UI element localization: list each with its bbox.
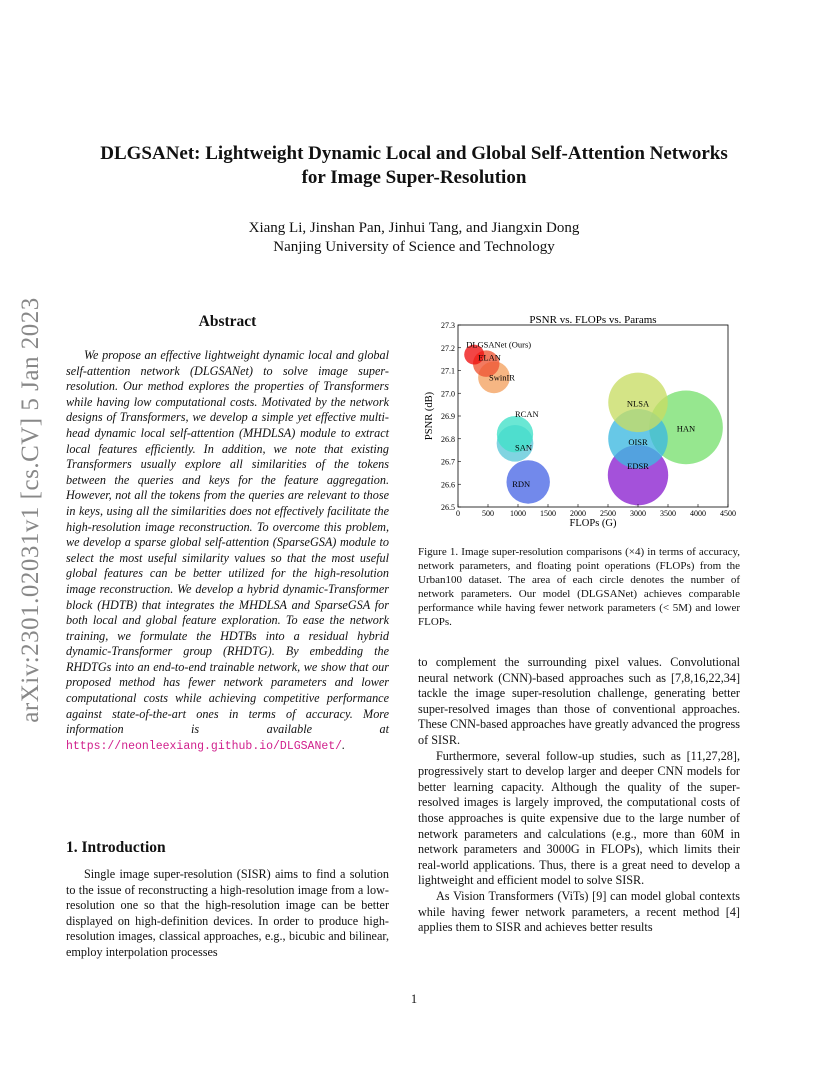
page-number: 1 xyxy=(410,992,418,1006)
x-tick-label: 4500 xyxy=(720,509,736,518)
right-column-body xyxy=(418,655,740,936)
point-label-han: HAN xyxy=(676,423,696,434)
title-line-2: for Image Super-Resolution xyxy=(301,167,527,188)
x-tick-label: 3500 xyxy=(660,509,676,518)
paper-title xyxy=(60,142,768,190)
x-tick-label: 1000 xyxy=(510,509,526,518)
point-label-edsr: EDSR xyxy=(627,461,649,472)
psnr-flops-chart xyxy=(418,310,743,535)
y-axis-label: PSNR (dB) xyxy=(424,391,435,441)
arxiv-stamp xyxy=(15,297,47,723)
paragraph-3: As Vision Transformers (ViTs) [9] can model global contexts while having fewer network parameters, a recent method [4] applies them to SISR and achieves better results xyxy=(418,888,740,935)
point-label-elan: ELAN xyxy=(478,352,501,363)
y-tick-label: 26.5 xyxy=(441,503,455,512)
chart-title: PSNR vs. FLOPs vs. Params xyxy=(529,314,657,326)
x-tick-label: 2000 xyxy=(570,509,586,518)
project-link[interactable]: https://neonleexiang.github.io/DLGSANet/ xyxy=(66,739,343,753)
x-tick-label: 0 xyxy=(456,509,460,518)
point-label-dlgsanet: DLGSANet (Ours) xyxy=(466,339,532,350)
x-tick-label: 4000 xyxy=(690,509,706,518)
authors: Xiang Li, Jinshan Pan, Jinhui Tang, and Jiangxin Dong xyxy=(248,220,580,236)
point-label-rdn: RDN xyxy=(512,478,531,489)
figure-caption: Figure 1. Image super-resolution comparisons (×4) in terms of accuracy, network parameters, and floating point operations (FLOPs) from the Urban100 dataset. The area of each circle denotes the number of network parameters. Our model (DLGSANet) achieves comparable performance while having fewer network parameters (< 5M) and lower FLOPs. xyxy=(418,546,740,628)
paragraph-2: Furthermore, several follow-up studies, such as [11,27,28], progressively start to develop larger and deeper CNN models for better learning capacity. Although the quality of the super-resolved images is largely improved, the computational costs of those approaches is quite expensive due to the large number of network parameters and calculations (e.g., more than 60M in network parameters and 3000G in FLOPs), which limits their real-world applications. Thus, there is a great need to develop a lightweight and efficient model to solve SISR. xyxy=(418,748,740,888)
y-tick-label: 27.0 xyxy=(441,389,455,399)
x-tick-label: 3000 xyxy=(630,509,646,518)
point-label-nlsa: NLSA xyxy=(626,398,650,409)
x-tick-label: 2500 xyxy=(600,509,616,518)
y-tick-label: 27.2 xyxy=(441,343,455,353)
arxiv-id: arXiv:2301.02031v1 [cs.CV] 5 Jan 2023 xyxy=(17,297,44,723)
y-tick-label: 27.1 xyxy=(441,366,455,376)
title-line-1: DLGSANet: Lightweight Dynamic Local and Global Self-Attention Networks xyxy=(100,143,728,164)
y-tick-label: 27.3 xyxy=(441,321,455,330)
intro-heading: 1. Introduction xyxy=(66,839,166,856)
author-block xyxy=(60,219,768,257)
paragraph-1: to complement the surrounding pixel values. Convolutional neural network (CNN)-based approaches such as [7,8,16,22,34] tackle the image super-resolution challenge, generating better super-resolved images than those of conventional approaches. These CNN-based approaches have greatly advanced the progress of SISR. xyxy=(418,655,740,747)
point-label-rcan: RCAN xyxy=(515,409,539,420)
x-axis-label: FLOPs (G) xyxy=(569,518,617,529)
affiliation: Nanjing University of Science and Technology xyxy=(273,239,555,255)
x-tick-label: 500 xyxy=(482,509,494,518)
x-tick-label: 1500 xyxy=(540,509,556,518)
point-label-oisr: OISR xyxy=(628,436,648,447)
point-label-swinir: SwinIR xyxy=(489,372,515,383)
abstract-heading: Abstract xyxy=(198,313,257,330)
y-tick-label: 26.7 xyxy=(441,457,455,467)
abstract-body: We propose an effective lightweight dynamic local and global self-attention network (DLGSANet) to solve image super-resolution. Our method explores the properties of Transformers while having low computational costs. Motivated by the network designs of Transformers, we develop a simple yet effective multi-head dynamic local self-attention (MHDLSA) module to extract local features efficiently. In addition, we note that existing Transformers usually explore all similarities of the tokens between the queries and keys for the feature aggregation. However, not all the tokens from the queries are relevant to those in keys, using all the similarities does not effectively facilitate the high-resolution image reconstruction. To overcome this problem, we develop a sparse global self-attention (SparseGSA) module to select the most useful similarity values so that the most useful global features can be better utilized for the high-resolution image reconstruction. We develop a hybrid dynamic-Transformer block (HDTB) that integrates the MHDLSA and SparseGSA for both local and global feature exploration. To ease the network training, we formulate the HDTBs into a residual hybrid dynamic-Transformer group (RHDTG). By embedding the RHDTGs into an end-to-end trainable network, we show that our proposed method has fewer network parameters and lower computational costs while achieving competitive performance against state-of-the-art ones in terms of accuracy. More information is available at xyxy=(66,348,389,737)
y-tick-label: 26.6 xyxy=(441,480,455,490)
abstract-end: . xyxy=(342,737,346,752)
abstract-text xyxy=(66,348,389,754)
point-label-san: SAN xyxy=(515,442,533,453)
intro-text: Single image super-resolution (SISR) aims to find a solution to the issue of reconstructing a high-resolution image from a low-resolution one so that the high-resolution image can be better displayed on high-definition devices. In order to produce high-resolution images, classical approaches, e.g., bicubic and bilinear, employ interpolation processes xyxy=(66,867,389,959)
y-tick-label: 26.9 xyxy=(441,412,455,421)
y-tick-label: 26.8 xyxy=(441,434,455,444)
